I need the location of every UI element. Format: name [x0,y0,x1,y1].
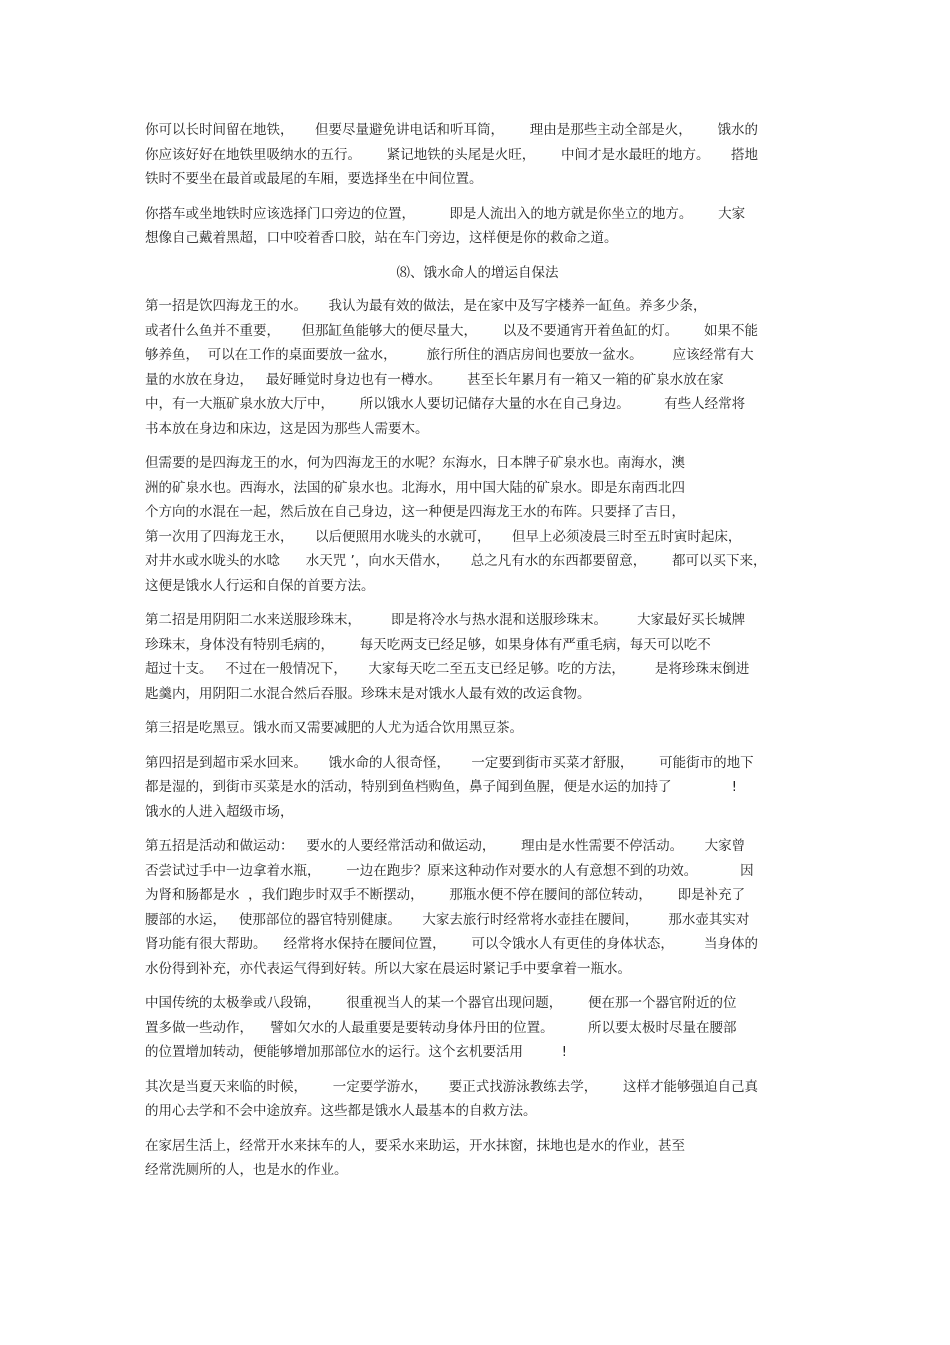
text-line: 书本放在身边和床边，这是因为那些人需要木。 [145,420,429,437]
paragraph [145,202,810,251]
paragraph [145,451,810,598]
text-line: 在家居生活上，经常开水来抹车的人，要采水来助运，开水抹窗，抹地也是水的作业，甚至 [145,1137,685,1154]
text-line: 第五招是活动和做运动： 要水的人要经常活动和做运动， 理由是水性需要不停活动。 大家曾 [145,838,746,854]
text-line: 其次是当夏天来临的时候， 一定要学游水， 要正式找游泳教练去学， 这样才能够强迫自己真 [145,1078,758,1095]
text-line: 洲的矿泉水也。西海水，法国的矿泉水也。北海水，用中国大陆的矿泉水。即是东南西北四 [145,479,685,496]
text-line: 经常洗厕所的人，也是水的作业。 [145,1162,348,1178]
document-page [145,118,810,1193]
paragraph [145,716,810,741]
text-line: 第四招是到超市采水回来。 饿水命的人很奇怪， 一定要到街市买菜才舒服， 可能街市的地下 [145,754,754,771]
text-line: 对井水或水咙头的水唸 水天咒 ’，向水天借水， 总之凡有水的东西都要留意， 都可以买下来， [145,553,767,569]
text-line: 饿水的人进入超级市场， [145,803,294,820]
paragraph [145,608,810,706]
paragraph [145,751,810,825]
text-line: 匙羹内，用阴阳二水混合然后吞服。珍珠末是对饿水人最有效的改运食物。 [145,685,591,702]
text-line: 珍珠末，身体没有特别毛病的， 每天吃两支已经足够，如果身体有严重毛病，每天可以吃不 [145,636,711,653]
text-line: 你应该好好在地铁里吸纳水的五行。 紧记地铁的头尾是火旺， 中间才是水最旺的地方。 搭地 [145,146,758,163]
text-line: 第一招是饮四海龙王的水。 我认为最有效的做法，是在家中及写字楼养一缸鱼。养多少条， [145,298,707,314]
text-line: 量的水放在身边， 最好睡觉时身边也有一樽水。 甚至长年累月有一箱又一箱的矿泉水放在家 [145,371,724,388]
text-line: 铁时不要坐在最首或最尾的车厢，要选择坐在中间位置。 [145,171,483,187]
text-line: ⑻、饿水命人的增运自保法 [396,264,559,281]
paragraph [145,834,810,981]
text-line: 中国传统的太极拳或八段锦， 很重视当人的某一个器官出现问题， 便在那一个器官附近的位 [145,995,737,1011]
text-line: 第三招是吃黑豆。饿水而又需要减肥的人尤为适合饮用黑豆茶。 [145,720,523,736]
text-line: 你搭车或坐地铁时应该选择门口旁边的位置， 即是人流出入的地方就是你坐立的地方。 大家 [145,205,746,222]
text-line: 第一次用了四海龙王水， 以后便照用水咙头的水就可， 但早上必须凌晨三时至五时寅时起床， [145,528,742,545]
text-line: 为肾和肠都是水 ，我们跑步时双手不断摆动， 那瓶水便不停在腰间的部位转动， 即是补充了 [145,887,746,903]
text-line: 超过十支。 不过在一般情况下， 大家每天吃二至五支已经足够。吃的方法， 是将珍珠末倒进 [145,661,750,677]
paragraph [145,991,810,1065]
text-line: 想像自己戴着黑超，口中咬着香口胶，站在车门旁边，这样便是你的救命之道。 [145,230,618,246]
text-line: 都是湿的，到街市买菜是水的活动，特别到鱼档购鱼，鼻子闻到鱼腥，便是水运的加持了 ! [145,779,737,795]
text-line: 的位置增加转动，便能够增加那部位水的运行。这个玄机要活用 ! [145,1044,568,1060]
text-line: 个方向的水混在一起，然后放在自己身边，这一种便是四海龙王水的布阵。只要择了吉日， [145,504,685,520]
text-line: 水份得到补充，亦代表运气得到好转。所以大家在晨运时紧记手中要拿着一瓶水。 [145,960,631,977]
text-line: 的用心去学和不会中途放弃。这些都是饿水人最基本的自救方法。 [145,1103,537,1119]
text-line: 中，有一大瓶矿泉水放大厅中， 所以饿水人要切记储存大量的水在自己身边。 有些人经常将 [145,396,746,412]
section-heading [145,261,810,286]
text-line: 够养鱼， 可以在工作的桌面要放一盆水， 旅行所住的酒店房间也要放一盆水。 应该经常有大 [145,347,754,363]
text-line: 否尝试过手中一边拿着水瓶， 一边在跑步？原来这种动作对要水的人有意想不到的功效。 因 [145,862,754,879]
paragraph [145,1075,810,1124]
text-line: 但需要的是四海龙王的水，何为四海龙王的水呢？东海水，日本牌子矿泉水也。南海水，澳 [145,455,685,471]
paragraph [145,118,810,192]
text-line: 你可以长时间留在地铁， 但要尽量避免讲电话和听耳筒， 理由是那些主动全部是火， 饿水的 [145,122,758,138]
text-line: 或者什么鱼并不重要， 但那缸鱼能够大的便尽量大， 以及不要通宵开着鱼缸的灯。 如果不能 [145,322,758,339]
text-line: 肾功能有很大帮助。 经常将水保持在腰间位置， 可以令饿水人有更佳的身体状态， 当身体的 [145,936,758,952]
paragraph [145,1134,810,1183]
paragraph [145,294,810,441]
text-line: 这便是饿水人行运和自保的首要方法。 [145,577,375,594]
text-line: 置多做一些动作， 譬如欠水的人最重要是要转动身体丹田的位置。 所以要太极时尽量在腰部 [145,1019,737,1036]
text-line: 第二招是用阴阳二水来送服珍珠末， 即是将冷水与热水混和送服珍珠末。 大家最好买长城牌 [145,612,746,628]
text-line: 腰部的水运， 使那部位的器官特别健康。 大家去旅行时经常将水壶挂在腰间， 那水壶其实对 [145,911,750,928]
